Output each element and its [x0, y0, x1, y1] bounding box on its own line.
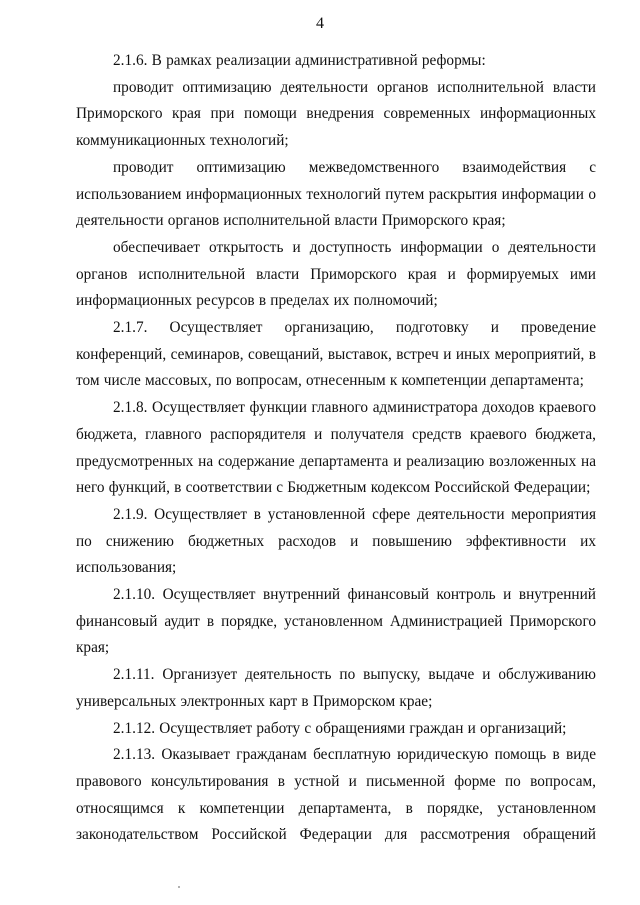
paragraph-optimization-activity: проводит оптимизацию деятельности органов исполнительной власти Приморского края при помощи внедрения современных информационных коммуникационных технологий; — [76, 78, 596, 150]
paragraph-2-1-11: 2.1.11. Организует деятельность по выпуску, выдаче и обслуживанию универсальных электронных карт в Приморском крае; — [76, 666, 596, 710]
paragraph-openness: обеспечивает открытость и доступность информации о деятельности органов исполнительной власти Приморского края и формируемых ими информационных ресурсов в пределах их полномочий; — [76, 238, 596, 310]
document-body — [76, 48, 596, 849]
paragraph-2-1-10: 2.1.10. Осуществляет внутренний финансовый контроль и внутренний финансовый аудит в порядке, установленном Администрацией Приморского края; — [76, 586, 596, 657]
paragraph-2-1-6: 2.1.6. В рамках реализации административной реформы: — [113, 52, 486, 69]
paragraph-2-1-12: 2.1.12. Осуществляет работу с обращениями граждан и организаций; — [113, 719, 567, 737]
paragraph-optimization-interaction: проводит оптимизацию межведомственного взаимодействия с использованием информационных технологий путем раскрытия информации о деятельности органов исполнительной власти Приморского края; — [76, 158, 596, 230]
scan-speck — [178, 886, 180, 888]
paragraph-2-1-9: 2.1.9. Осуществляет в установленной сфере деятельности мероприятия по снижению бюджетных расходов и повышению эффективности их использования; — [76, 505, 596, 577]
paragraph-2-1-7: 2.1.7. Осуществляет организацию, подготовку и проведение конференций, семинаров, совещаний, выставок, встреч и иных мероприятий, в том числе массовых, по вопросам, отнесенным к компетенции департамента; — [76, 319, 596, 390]
paragraph-2-1-13: 2.1.13. Оказывает гражданам бесплатную юридическую помощь в виде правового консультирования в устной и письменной форме по вопросам, относящимся к компетенции департамента, в порядке, установленном законодательством Российской Федерации для рассмотрения обращений — [76, 746, 596, 844]
page-number: 4 — [316, 15, 324, 32]
paragraph-2-1-8: 2.1.8. Осуществляет функции главного администратора доходов краевого бюджета, главного распорядителя и получателя средств краевого бюджета, предусмотренных на содержание департамента и реализацию возложенных на него функций, в соответствии с Бюджетным кодексом Российской Федерации; — [76, 399, 596, 497]
